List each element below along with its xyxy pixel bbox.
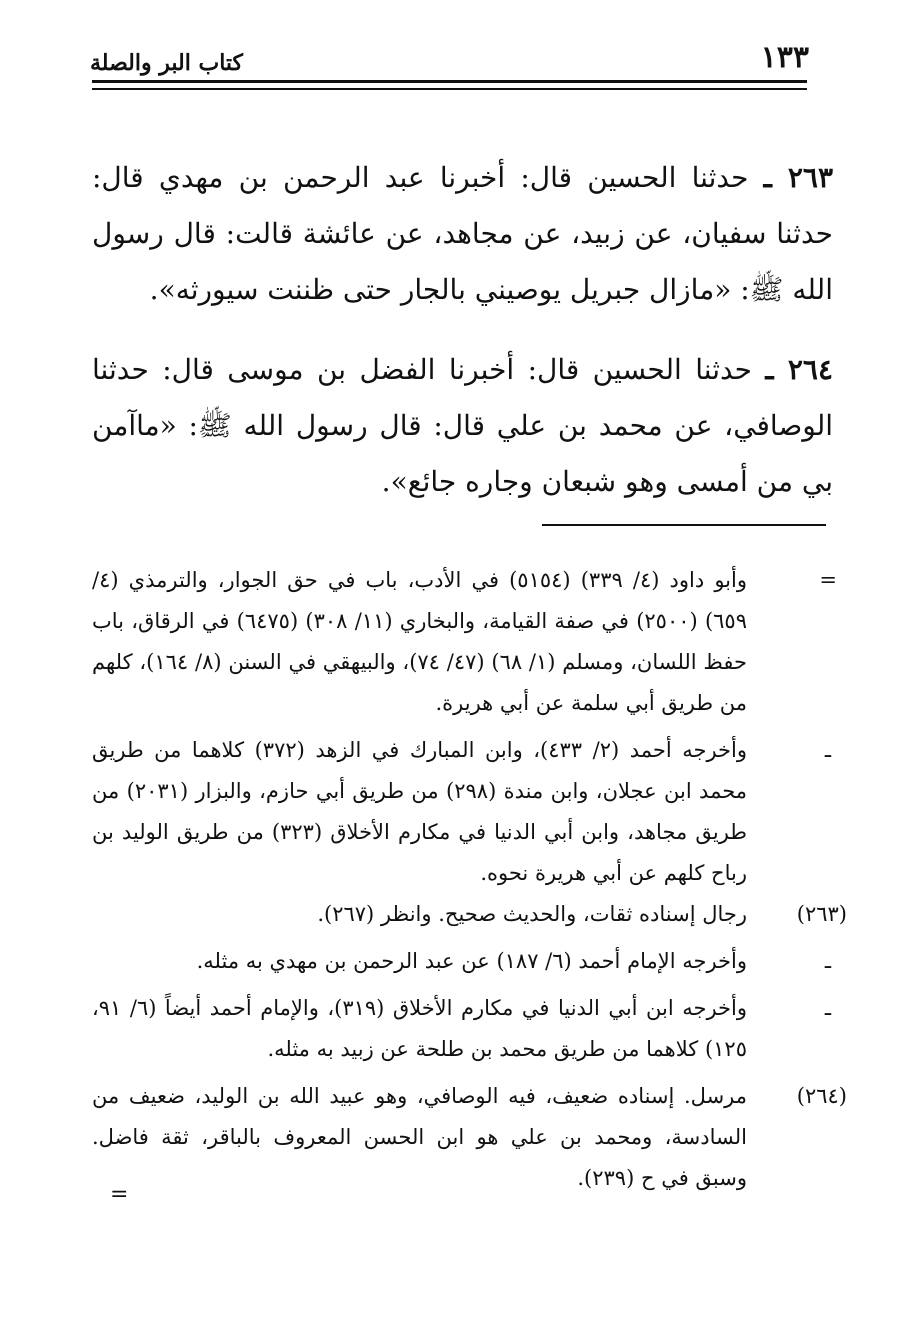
footnote-text: وأخرجه الإمام أحمد (٦/ ١٨٧) عن عبد الرحمن بن مهدي به مثله. [196, 949, 747, 973]
footnote-separator [542, 524, 826, 526]
footnote-item [92, 730, 833, 894]
footnote-item [92, 1076, 847, 1199]
hadith-paragraph [92, 150, 833, 318]
hadith-text: حدثنا الحسين قال: أخبرنا الفضل بن موسى قال: حدثنا الوصافي، عن محمد بن علي قال: قال رسول الله ﷺ: «ماآمن بي من أمسى وهو شبعان وجاره جائع». [92, 353, 833, 498]
footnote-text: مرسل. إسناده ضعيف، فيه الوصافي، وهو عبيد الله بن الوليد، ضعيف من السادسة، ومحمد بن علي هو ابن الحسن المعروف بالباقر، ثقة فاضل. وسبق في ح (٢٣٩). [92, 1084, 747, 1190]
footnote-mark: ـ [824, 996, 831, 1020]
footnotes [92, 560, 847, 1199]
footnote-item [92, 941, 833, 982]
footnote-text: وأبو داود (٤/ ٣٣٩) (٥١٥٤) في الأدب، باب في حق الجوار، والترمذي (٤/ ٦٥٩) (٢٥٠٠) في صفة القيامة، والبخاري (١١/ ٣٠٨) (٦٤٧٥) في الرقاق، باب حفظ اللسان، ومسلم (١/ ٦٨) (٤٧/ ٧٤)، والبيهقي في السنن (٨/ ١٦٤)، كلهم من طريق أبي سلمة عن أبي هريرة. [92, 568, 747, 715]
page-number: ١٣٣ [760, 40, 809, 75]
hadith-paragraph [92, 342, 833, 510]
footnote-text: رجال إسناده ثقات، والحديث صحيح. وانظر (٢٦٧). [317, 902, 747, 926]
page-header [90, 40, 809, 76]
header-rule-thin [92, 88, 807, 90]
hadith-number: ٢٦٣ ـ [763, 161, 834, 194]
footnote-item [92, 560, 837, 724]
running-title: كتاب البر والصلة [90, 50, 244, 76]
main-text [92, 150, 833, 534]
footnote-item [92, 894, 847, 935]
footnote-mark: ـ [824, 949, 831, 973]
footnote-mark: = [819, 568, 837, 592]
footnote-mark: (٢٦٤) [796, 1084, 847, 1108]
footnote-text: وأخرجه أحمد (٢/ ٤٣٣)، وابن المبارك في الزهد (٣٧٢) كلاهما من طريق محمد ابن عجلان، وابن مندة (٢٩٨) من طريق أبي حازم، والبزار (٢٠٣١) من طريق مجاهد، وابن أبي الدنيا في مكارم الأخلاق (٣٢٣) من طريق الوليد بن رباح كلهم عن أبي هريرة نحوه. [92, 738, 748, 885]
footnote-mark: ـ [824, 738, 831, 762]
footnote-mark: (٢٦٣) [796, 902, 847, 926]
footnote-item [92, 988, 833, 1070]
footnote-text: وأخرجه ابن أبي الدنيا في مكارم الأخلاق (٣١٩)، والإمام أحمد أيضاً (٦/ ٩١، ١٢٥) كلاهما من طريق محمد بن طلحة عن زبيد به مثله. [92, 996, 747, 1061]
continuation-mark: = [110, 1182, 129, 1207]
hadith-text: حدثنا الحسين قال: أخبرنا عبد الرحمن بن مهدي قال: حدثنا سفيان، عن زبيد، عن مجاهد، عن عائشة قالت: قال رسول الله ﷺ: «مازال جبريل يوصيني بالجار حتى ظننت سيورثه». [92, 161, 833, 306]
hadith-number: ٢٦٤ ـ [765, 353, 834, 386]
header-rule-thick [92, 80, 807, 83]
